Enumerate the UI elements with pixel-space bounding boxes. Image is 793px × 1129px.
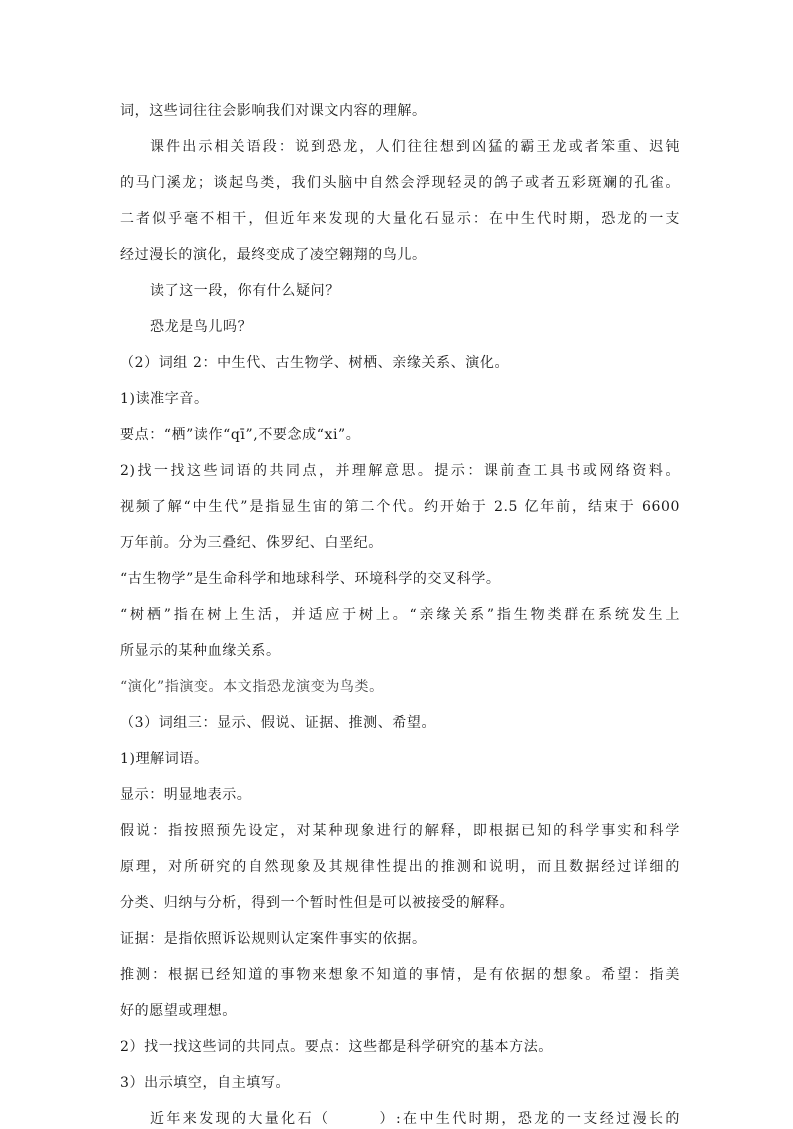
text-line-17: “演化”指演变。本文指恐龙演变为鸟类。	[120, 679, 384, 695]
text-line-3: 的马门溪龙；谈起鸟类，我们头脑中自然会浮现轻灵的鸽子或者五彩斑斓的孔雀。	[120, 175, 680, 191]
text-line-11: 2)找一找这些词语的共同点，并理解意思。提示：课前查工具书或网络资料。	[120, 463, 680, 479]
text-line-5: 经过漫长的演化，最终变成了凌空翱翔的鸟儿。	[120, 247, 427, 263]
text-line-2: 课件出示相关语段：说到恐龙，人们往往想到凶猛的霸王龙或者笨重、迟钝	[150, 139, 680, 155]
text-line-10: 要点：“栖”读作“qī”,不要念成“xi”。	[120, 427, 361, 443]
text-line-21: 假说：指按照预先设定，对某种现象进行的解释，即根据已知的科学事实和科学	[120, 823, 680, 839]
text-line-18: （3）词组三：显示、假说、证据、推测、希望。	[120, 715, 437, 731]
text-line-20: 显示：明显地表示。	[120, 787, 252, 803]
text-line-8: （2）词组 2：中生代、古生物学、树栖、亲缘关系、演化。	[120, 355, 510, 371]
text-line-19: 1)理解词语。	[120, 751, 209, 767]
text-line-4: 二者似乎毫不相干，但近年来发现的大量化石显示：在中生代时期，恐龙的一支	[120, 211, 680, 227]
text-line-14: “古生物学”是生命科学和地球科学、环境科学的交叉科学。	[120, 571, 501, 587]
text-line-6: 读了这一段，你有什么疑问？	[150, 283, 340, 299]
text-line-26: 好的愿望或理想。	[120, 1003, 237, 1019]
text-line-27: 2）找一找这些词的共同点。要点：这些都是科学研究的基本方法。	[120, 1039, 553, 1055]
text-line-16: 所显示的某种血缘关系。	[120, 643, 281, 659]
text-line-9: 1)读准字音。	[120, 391, 209, 407]
text-line-7: 恐龙是鸟儿吗？	[150, 319, 253, 335]
text-line-13: 万年前。分为三叠纪、侏罗纪、白垩纪。	[120, 535, 383, 551]
text-line-12: 视频了解“中生代”是指显生宙的第二个代。约开始于 2.5 亿年前，结束于 6600	[120, 499, 680, 515]
text-line-1: 词，这些词往往会影响我们对课文内容的理解。	[120, 103, 427, 119]
text-line-15: “树栖”指在树上生活，并适应于树上。“亲缘关系”指生物类群在系统发生上	[120, 607, 680, 623]
text-line-24: 证据：是指依照诉讼规则认定案件事实的依据。	[120, 931, 427, 947]
text-line-25: 推测：根据已经知道的事物来想象不知道的事情，是有依据的想象。希望：指美	[120, 967, 680, 983]
text-line-28: 3）出示填空，自主填写。	[120, 1075, 291, 1091]
text-line-22: 原理，对所研究的自然现象及其规律性提出的推测和说明，而且数据经过详细的	[120, 859, 680, 875]
text-line-23: 分类、归纳与分析，得到一个暂时性但是可以被接受的解释。	[120, 895, 515, 911]
text-line-29: 近年来发现的大量化石（ ）:在中生代时期，恐龙的一支经过漫长的	[150, 1111, 680, 1127]
